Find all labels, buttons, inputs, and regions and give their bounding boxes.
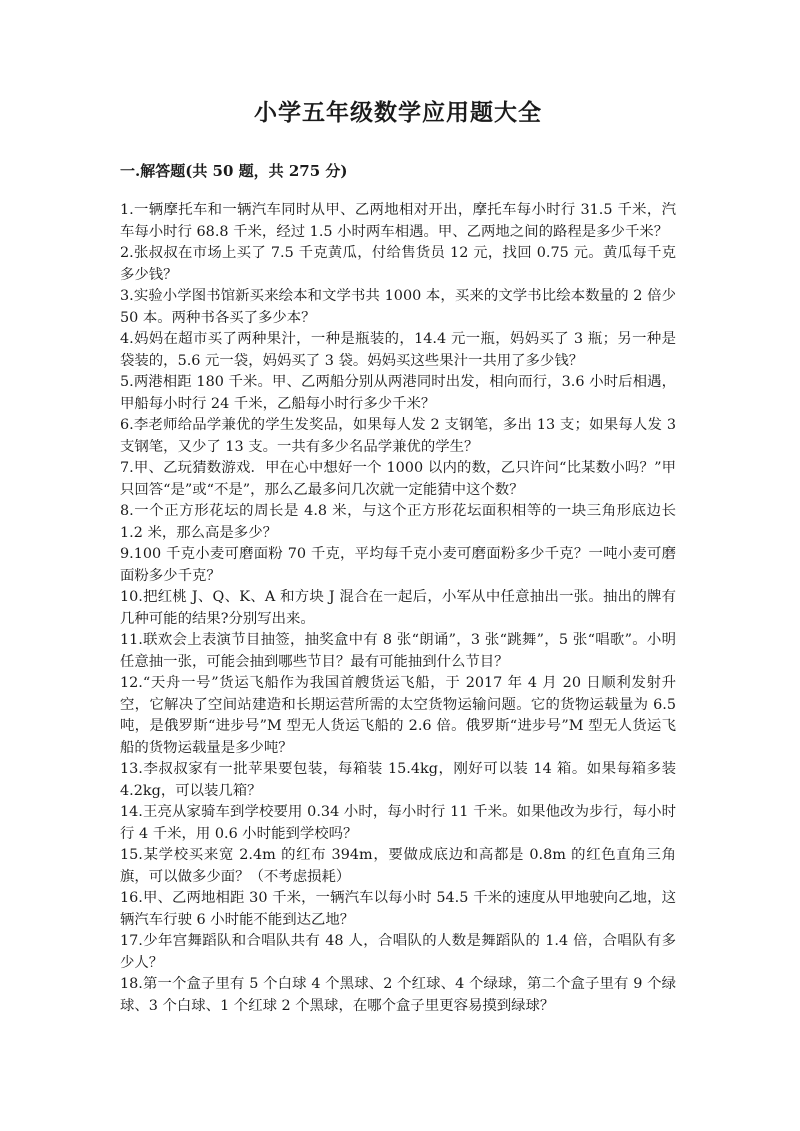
question-item: 9.100 千克小麦可磨面粉 70 千克，平均每千克小麦可磨面粉多少千克？一吨小麦可磨面粉多少千克？ xyxy=(120,546,676,584)
question-item: 13.李叔叔家有一批苹果要包装，每箱装 15.4kg，刚好可以装 14 箱。如果每箱多装 4.2kg，可以装几箱？ xyxy=(120,761,676,799)
question-item: 14.王亮从家骑车到学校要用 0.34 小时，每小时行 11 千米。如果他改为步行，每小时行 4 千米，用 0.6 小时能到学校吗？ xyxy=(120,804,676,842)
question-list xyxy=(120,200,676,1017)
question-item: 7.甲、乙玩猜数游戏．甲在心中想好一个 1000 以内的数，乙只许问“比某数小吗？”甲只回答“是”或“不是”，那么乙最多问几次就一定能猜中这个数？ xyxy=(120,460,676,498)
question-item: 12.“天舟一号”货运飞船作为我国首艘货运飞船，于 2017 年 4 月 20 日顺利发射升空，它解决了空间站建造和长期运营所需的太空货物运输问题。它的货物运载量为 6.5 吨，是俄罗斯“进步号”M 型无人货运飞船的 2.6 倍。俄罗斯“进步号”M 型无人货运飞船的货物运载量是多少吨？ xyxy=(120,675,676,756)
question-item: 16.甲、乙两地相距 30 千米，一辆汽车以每小时 54.5 千米的速度从甲地驶向乙地，这辆汽车行驶 6 小时能不能到达乙地？ xyxy=(120,890,676,928)
question-item: 18.第一个盒子里有 5 个白球 4 个黑球、2 个红球、4 个绿球，第二个盒子里有 9 个绿球、3 个白球、1 个红球 2 个黑球，在哪个盒子里更容易摸到绿球？ xyxy=(120,976,676,1014)
question-item: 17.少年宫舞蹈队和合唱队共有 48 人，合唱队的人数是舞蹈队的 1.4 倍，合唱队有多少人？ xyxy=(120,933,676,971)
question-item: 10.把红桃 J、Q、K、A 和方块 J 混合在一起后，小军从中任意抽出一张。抽出的牌有几种可能的结果?分别写出来。 xyxy=(120,589,676,627)
question-item: 5.两港相距 180 千米。甲、乙两船分别从两港同时出发，相向而行，3.6 小时后相遇，甲船每小时行 24 千米，乙船每小时行多少千米？ xyxy=(120,374,676,412)
question-item: 2.张叔叔在市场上买了 7.5 千克黄瓜，付给售货员 12 元，找回 0.75 元。黄瓜每千克多少钱？ xyxy=(120,245,676,283)
question-item: 8.一个正方形花坛的周长是 4.8 米，与这个正方形花坛面积相等的一块三角形底边长 1.2 米，那么高是多少？ xyxy=(120,503,676,541)
question-item: 15.某学校买来宽 2.4m 的红布 394m，要做成底边和高都是 0.8m 的红色直角三角旗，可以做多少面？（不考虑损耗） xyxy=(120,847,676,885)
question-item: 1.一辆摩托车和一辆汽车同时从甲、乙两地相对开出，摩托车每小时行 31.5 千米，汽车每小时行 68.8 千米，经过 1.5 小时两车相遇。甲、乙两地之间的路程是多少千米？ xyxy=(120,202,676,240)
question-item: 3.实验小学图书馆新买来绘本和文学书共 1000 本，买来的文学书比绘本数量的 2 倍少 50 本。两种书各买了多少本？ xyxy=(120,288,676,326)
question-item: 4.妈妈在超市买了两种果汁，一种是瓶装的，14.4 元一瓶，妈妈买了 3 瓶；另一种是袋装的，5.6 元一袋，妈妈买了 3 袋。妈妈买这些果汁一共用了多少钱？ xyxy=(120,331,676,369)
question-item: 11.联欢会上表演节目抽签，抽奖盒中有 8 张“朗诵”，3 张“跳舞”，5 张“唱歌”。小明任意抽一张，可能会抽到哪些节目？最有可能抽到什么节目？ xyxy=(120,632,676,670)
question-item: 6.李老师给品学兼优的学生发奖品，如果每人发 2 支钢笔，多出 13 支；如果每人发 3 支钢笔，又少了 13 支。一共有多少名品学兼优的学生？ xyxy=(120,417,676,455)
page-title: 小学五年级数学应用题大全 xyxy=(254,99,542,126)
section-heading: 一.解答题(共 50 题，共 275 分) xyxy=(120,162,348,180)
